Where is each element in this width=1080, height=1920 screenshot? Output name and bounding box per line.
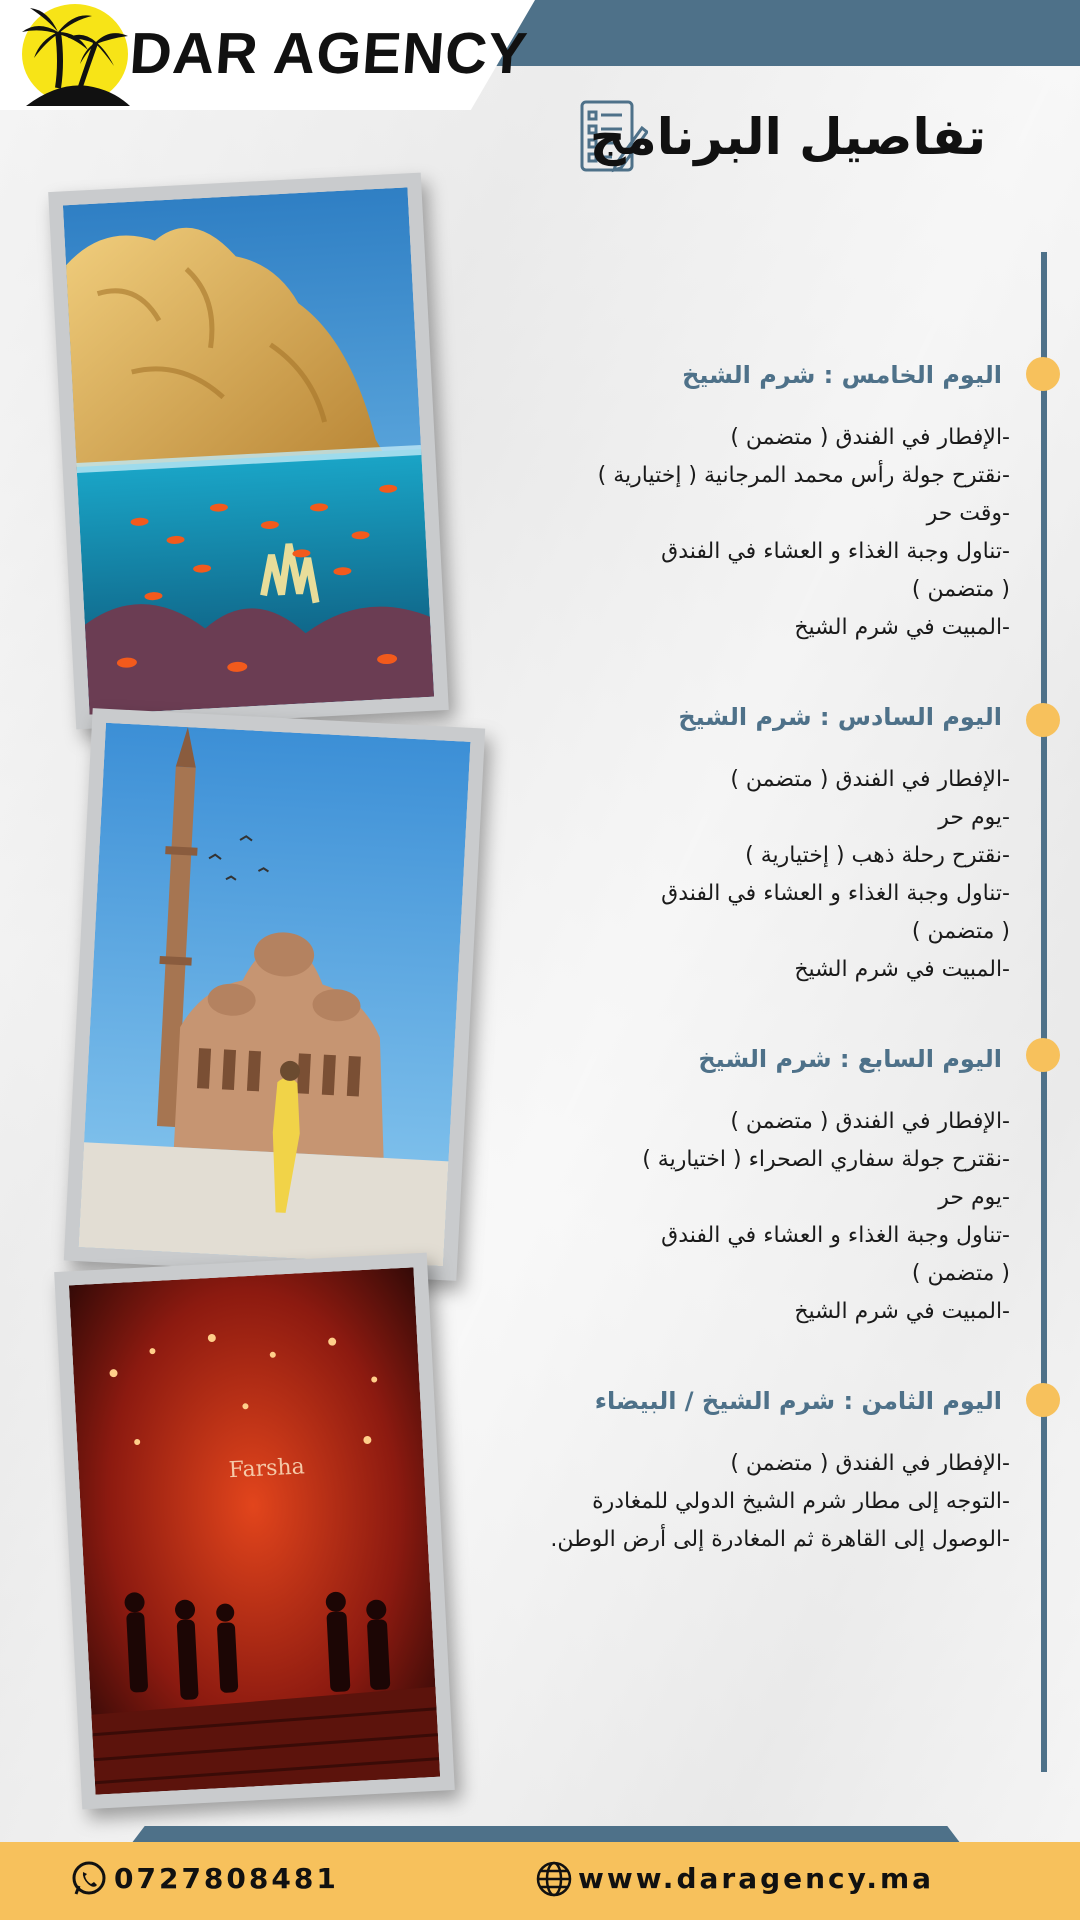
globe-icon xyxy=(535,1860,573,1898)
whatsapp-icon xyxy=(70,1860,108,1898)
phone-number[interactable]: 0727808481 xyxy=(114,1862,339,1895)
timeline-dot xyxy=(1026,357,1060,391)
activity-line: ( متضمن ) xyxy=(911,919,1010,944)
activity-line: -يوم حر xyxy=(938,1185,1010,1210)
day-block xyxy=(510,1387,1010,1559)
activity-line: -الإفطار في الفندق ( متضمن ) xyxy=(730,767,1010,792)
day-activities xyxy=(580,761,1010,989)
market-sign: Farsha xyxy=(228,1454,306,1484)
day-title: اليوم الثامن : شرم الشيخ / البيضاء xyxy=(594,1387,1002,1415)
website-link[interactable]: www.daragency.ma xyxy=(578,1862,935,1895)
activity-line: -نقترح جولة سفاري الصحراء ( اختيارية ) xyxy=(642,1147,1010,1172)
activity-line: ( متضمن ) xyxy=(911,577,1010,602)
reef-photo xyxy=(48,173,449,730)
activity-line: ( متضمن ) xyxy=(911,1261,1010,1286)
day-block xyxy=(580,1045,1010,1331)
brand-name: DAR AGENCY xyxy=(127,21,531,86)
activity-line: -التوجه إلى مطار شرم الشيخ الدولي للمغادرة xyxy=(592,1489,1010,1514)
timeline-dot xyxy=(1026,703,1060,737)
activity-line: -الوصول إلى القاهرة ثم المغادرة إلى أرض الوطن. xyxy=(550,1527,1010,1552)
activity-line: -تناول وجبة الغذاء و العشاء في الفندق xyxy=(661,1223,1010,1248)
timeline-line xyxy=(1041,252,1047,1772)
activity-line: -الإفطار في الفندق ( متضمن ) xyxy=(730,1451,1010,1476)
day-activities xyxy=(580,419,1010,647)
mosque-photo xyxy=(64,708,485,1281)
palm-tree-icon xyxy=(18,2,136,106)
activity-line: -المبيت في شرم الشيخ xyxy=(794,1299,1010,1324)
activity-line: -تناول وجبة الغذاء و العشاء في الفندق xyxy=(661,539,1010,564)
market-photo xyxy=(54,1253,455,1810)
timeline-dot xyxy=(1026,1383,1060,1417)
day-title: اليوم السابع : شرم الشيخ xyxy=(698,1045,1002,1073)
day-block xyxy=(580,703,1010,989)
activity-line: -يوم حر xyxy=(938,805,1010,830)
activity-line: -الإفطار في الفندق ( متضمن ) xyxy=(730,425,1010,450)
activity-line: -وقت حر xyxy=(926,501,1010,526)
activity-line: -المبيت في شرم الشيخ xyxy=(794,957,1010,982)
activity-line: -الإفطار في الفندق ( متضمن ) xyxy=(730,1109,1010,1134)
day-activities xyxy=(580,1103,1010,1331)
day-title: اليوم السادس : شرم الشيخ xyxy=(678,703,1002,731)
page-title: تفاصيل البرنامج xyxy=(589,108,986,166)
activity-line: -نقترح جولة رأس محمد المرجانية ( إختيارية ) xyxy=(597,463,1010,488)
day-activities xyxy=(510,1445,1010,1559)
activity-line: -نقترح رحلة ذهب ( إختيارية ) xyxy=(745,843,1010,868)
day-block xyxy=(580,361,1010,647)
timeline-dot xyxy=(1026,1038,1060,1072)
footer xyxy=(0,1842,1080,1920)
activity-line: -المبيت في شرم الشيخ xyxy=(794,615,1010,640)
header-bar xyxy=(490,0,1080,66)
activity-line: -تناول وجبة الغذاء و العشاء في الفندق xyxy=(661,881,1010,906)
day-title: اليوم الخامس : شرم الشيخ xyxy=(682,361,1002,389)
